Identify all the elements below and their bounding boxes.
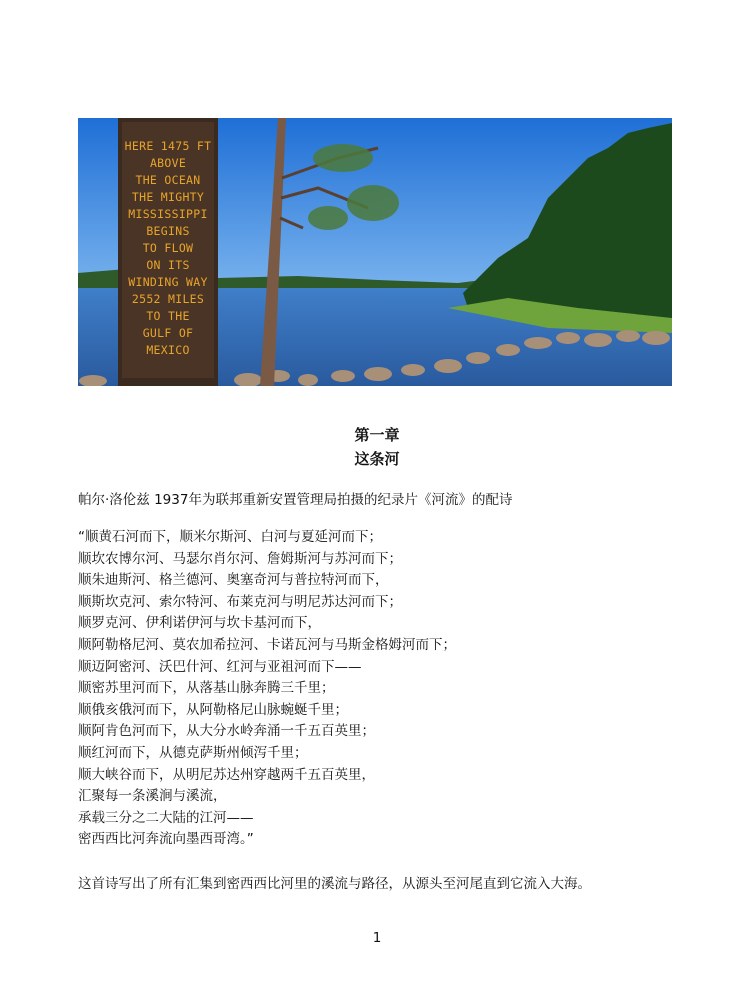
poem-line: 顺迈阿密河、沃巴什河、红河与亚祖河而下—— <box>78 658 362 675</box>
chapter-number: 第一章 <box>354 426 400 444</box>
poem-line: 汇聚每一条溪涧与溪流， <box>78 788 227 805</box>
sign-line: 2552 MILES <box>131 292 205 306</box>
sign-line: MISSISSIPPI <box>128 207 208 221</box>
sign-line: BEGINS <box>146 224 190 238</box>
sign-line: HERE 1475 FT <box>124 139 212 153</box>
poem <box>78 527 456 851</box>
sign-text <box>120 138 216 359</box>
poem-attribution: 帕尔·洛伦兹 1937年为联邦重新安置管理局拍摄的纪录片《河流》的配诗 <box>78 492 513 508</box>
sign-line: ON ITS <box>146 258 190 272</box>
sign-line: WINDING WAY <box>128 275 208 289</box>
poem-line: 顺阿勒格尼河、莫农加希拉河、卡诺瓦河与马斯金格姆河而下； <box>78 636 456 653</box>
poem-line: 顺罗克河、伊利诺伊河与坎卡基河而下， <box>78 615 321 632</box>
poem-line: “顺黄石河而下，顺米尔斯河、白河与夏延河而下； <box>78 529 382 545</box>
poem-line: 顺斯坎克河、索尔特河、布莱克河与明尼苏达河而下； <box>78 593 402 610</box>
poem-line: 顺俄亥俄河而下，从阿勒格尼山脉蜿蜒千里； <box>78 701 348 718</box>
poem-line: 顺红河而下，从德克萨斯州倾泻千里； <box>78 744 308 761</box>
sign-line: ABOVE <box>149 156 187 170</box>
closing-paragraph: 这首诗写出了所有汇集到密西西比河里的溪流与路径，从源头至河尾直到它流入大海。 <box>78 876 591 892</box>
sign-line: THE OCEAN <box>135 173 201 187</box>
sign-line: GULF OF <box>142 326 194 340</box>
sign-line: THE MIGHTY <box>131 190 205 204</box>
chapter-title: 这条河 <box>354 450 400 468</box>
page-number: 1 <box>372 930 382 946</box>
poem-line: 顺密苏里河而下，从落基山脉奔腾三千里； <box>78 680 335 697</box>
poem-line: 顺坎农博尔河、马瑟尔肖尔河、詹姆斯河与苏河而下； <box>78 550 402 567</box>
sign-line: MEXICO <box>146 343 190 357</box>
poem-line: 顺阿肯色河而下，从大分水岭奔涌一千五百英里； <box>78 723 375 740</box>
poem-line: 承载三分之二大陆的江河—— <box>78 809 254 826</box>
poem-line: 顺大峡谷而下，从明尼苏达州穿越两千五百英里， <box>78 766 375 783</box>
sign-line: TO FLOW <box>142 241 194 255</box>
sign-line: TO THE <box>146 309 190 323</box>
poem-line: 密西西比河奔流向墨西哥湾。” <box>78 831 254 848</box>
poem-line: 顺朱迪斯河、格兰德河、奥塞奇河与普拉特河而下， <box>78 572 389 589</box>
